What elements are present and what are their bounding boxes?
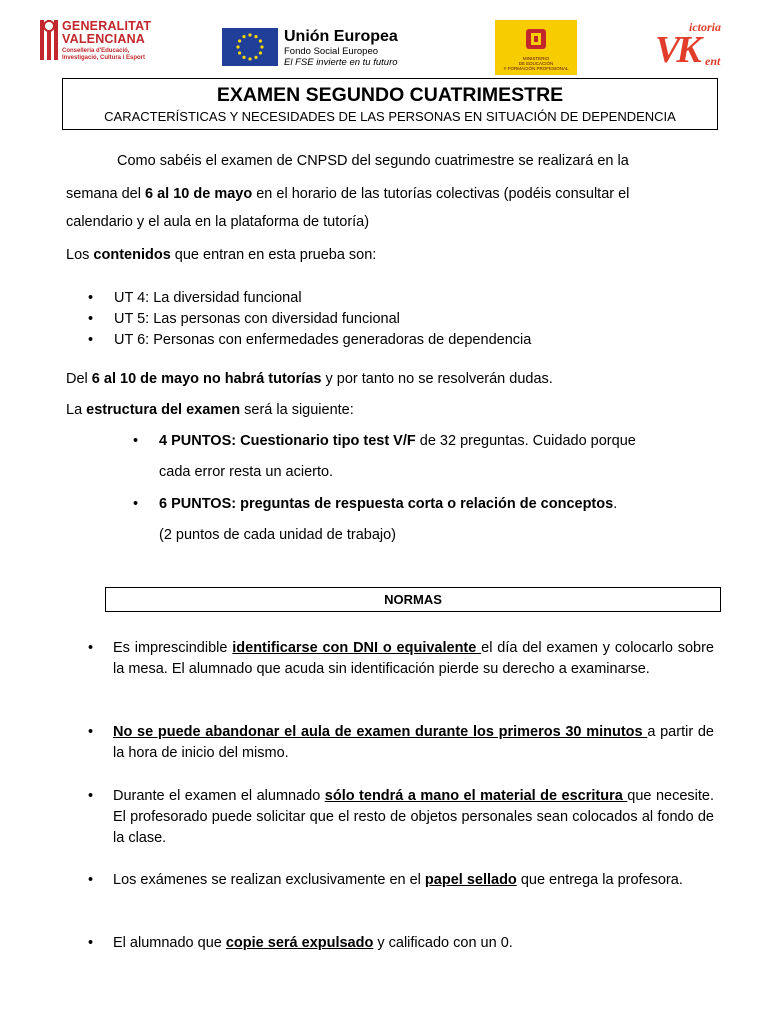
rule-5-a: El alumnado que [113, 935, 226, 951]
intro-line-2 [66, 184, 629, 204]
rule-4-bold: papel sellado [424, 872, 517, 888]
list-item [88, 288, 302, 308]
points-item-1 [133, 431, 636, 451]
gv-line1: GENERALITAT [62, 19, 152, 33]
bullet: • [88, 290, 94, 306]
gv-sub2: Investigació, Cultura i Esport [62, 55, 146, 61]
no-tutorias-c: y por tanto no se resolverán dudas. [321, 371, 553, 387]
ministerio-text [497, 56, 575, 71]
intro-l2-rest: en el horario de las tutorías colectivas (podéis consultar el [252, 186, 630, 202]
estructura-a: La [66, 402, 87, 418]
eu-flag-icon [222, 28, 278, 66]
ministry-line2: DE EDUCACIÓN [518, 61, 554, 66]
title-box [62, 78, 718, 130]
spain-coat-of-arms-icon [523, 26, 549, 52]
bullet: • [88, 935, 94, 951]
rule-3 [88, 786, 714, 849]
vk-bottom-text: ent [705, 54, 721, 68]
document-subtitle: CARACTERÍSTICAS Y NECESIDADES DE LAS PERSONAS EN SITUACIÓN DE DEPENDENCIA [104, 109, 676, 124]
intro-l4-text: Los [66, 247, 94, 263]
intro-line-1: Como sabéis el examen de CNPSD del segundo cuatrimestre se realizará en la [117, 153, 629, 169]
unit-text: UT 4: La diversidad funcional [114, 290, 302, 306]
bullet: • [88, 788, 94, 804]
eu-title: Unión Europea [284, 28, 398, 45]
rule-3-bold: sólo tendrá a mano el material de escritura [324, 788, 628, 804]
intro-dates: 6 al 10 de mayo [145, 186, 253, 202]
no-tutorias-a: Del [66, 371, 92, 387]
rule-5-c: y calificado con un 0. [373, 935, 513, 951]
contenidos-label: contenidos [93, 247, 171, 263]
no-tutorias-bold: 6 al 10 de mayo no habrá tutorías [91, 371, 322, 387]
rule-3-c: que necesite. El profesorado puede solicitar que el resto de objetos personales sean colocados al fondo de la clase. [113, 788, 714, 846]
rule-5-bold: copie será expulsado [225, 935, 374, 951]
rule-5 [88, 933, 714, 954]
bullet: • [88, 332, 94, 348]
bullet: • [133, 433, 139, 449]
bullet: • [133, 496, 139, 512]
bullet: • [88, 724, 94, 740]
estructura-line [66, 400, 354, 420]
generalitat-valenciana-logo [38, 18, 178, 74]
points-2-rest: . [613, 496, 618, 512]
union-europea-logo [222, 28, 422, 72]
normas-header: NORMAS [105, 587, 721, 612]
rule-2-bold: No se puede abandonar el aula de examen durante los primeros 30 minutos [113, 724, 648, 740]
gv-subtitle [62, 48, 151, 62]
estructura-c: será la siguiente: [240, 402, 354, 418]
points-item-2-line2: (2 puntos de cada unidad de trabajo) [159, 527, 397, 543]
points-item-2 [133, 494, 617, 514]
rule-3-a: Durante el examen el alumnado [113, 788, 325, 804]
unit-text: UT 5: Las personas con diversidad funcional [114, 311, 400, 327]
rule-2 [88, 722, 714, 764]
list-item [88, 309, 400, 329]
intro-line-3: calendario y el aula en la plataforma de tutoría) [66, 214, 370, 230]
list-item [88, 330, 531, 350]
vk-top-text: ictoria [689, 20, 721, 34]
document-title: EXAMEN SEGUNDO CUATRIMESTRE [216, 84, 564, 106]
rule-2-c: a partir de la hora de inicio del mismo. [113, 724, 714, 761]
ministry-line1: MINISTERIO [522, 56, 550, 61]
rule-4-a: Los exámenes se realizan exclusivamente en el [113, 872, 425, 888]
victoria-kent-logo [655, 18, 735, 72]
rule-4-c: que entrega la profesora. [516, 872, 683, 888]
intro-line-4 [66, 245, 376, 265]
unit-text: UT 6: Personas con enfermedades generadoras de dependencia [114, 332, 532, 348]
rule-1-c: el día del examen y colocarlo sobre la mesa. El alumnado que acuda sin identificación pierde su derecho a examinarse. [113, 640, 714, 677]
bullet: • [88, 872, 94, 888]
intro-l4-rest: que entran en esta prueba son: [170, 247, 377, 263]
gv-sub1: Conselleria d'Educació, [62, 48, 130, 54]
bullet: • [88, 311, 94, 327]
rule-1 [88, 638, 714, 680]
ministry-line3: Y FORMACIÓN PROFESIONAL [503, 66, 569, 71]
bullet: • [88, 640, 94, 656]
rule-1-a: Es imprescindible [113, 640, 233, 656]
points-item-1-line2: cada error resta un acierto. [159, 464, 334, 480]
no-tutorias-line [66, 369, 553, 389]
points-2-bold: 6 PUNTOS: preguntas de respuesta corta o relación de conceptos [159, 496, 614, 512]
gv-line2: VALENCIANA [62, 32, 146, 46]
estructura-bold: estructura del examen [86, 402, 241, 418]
points-1-bold: 4 PUNTOS: Cuestionario tipo test V/F [159, 433, 416, 449]
generalitat-emblem-icon [38, 18, 60, 62]
rule-1-bold: identificarse con DNI o equivalente [232, 640, 482, 656]
eu-slogan: El FSE invierte en tu futuro [284, 57, 398, 68]
intro-l2-text: semana del [66, 186, 145, 202]
vk-letters: VK [655, 29, 698, 71]
ministerio-logo [495, 20, 577, 75]
eu-subtitle: Fondo Social Europeo [284, 46, 379, 57]
points-1-rest: de 32 preguntas. Cuidado porque [415, 433, 636, 449]
rule-4 [88, 870, 714, 891]
